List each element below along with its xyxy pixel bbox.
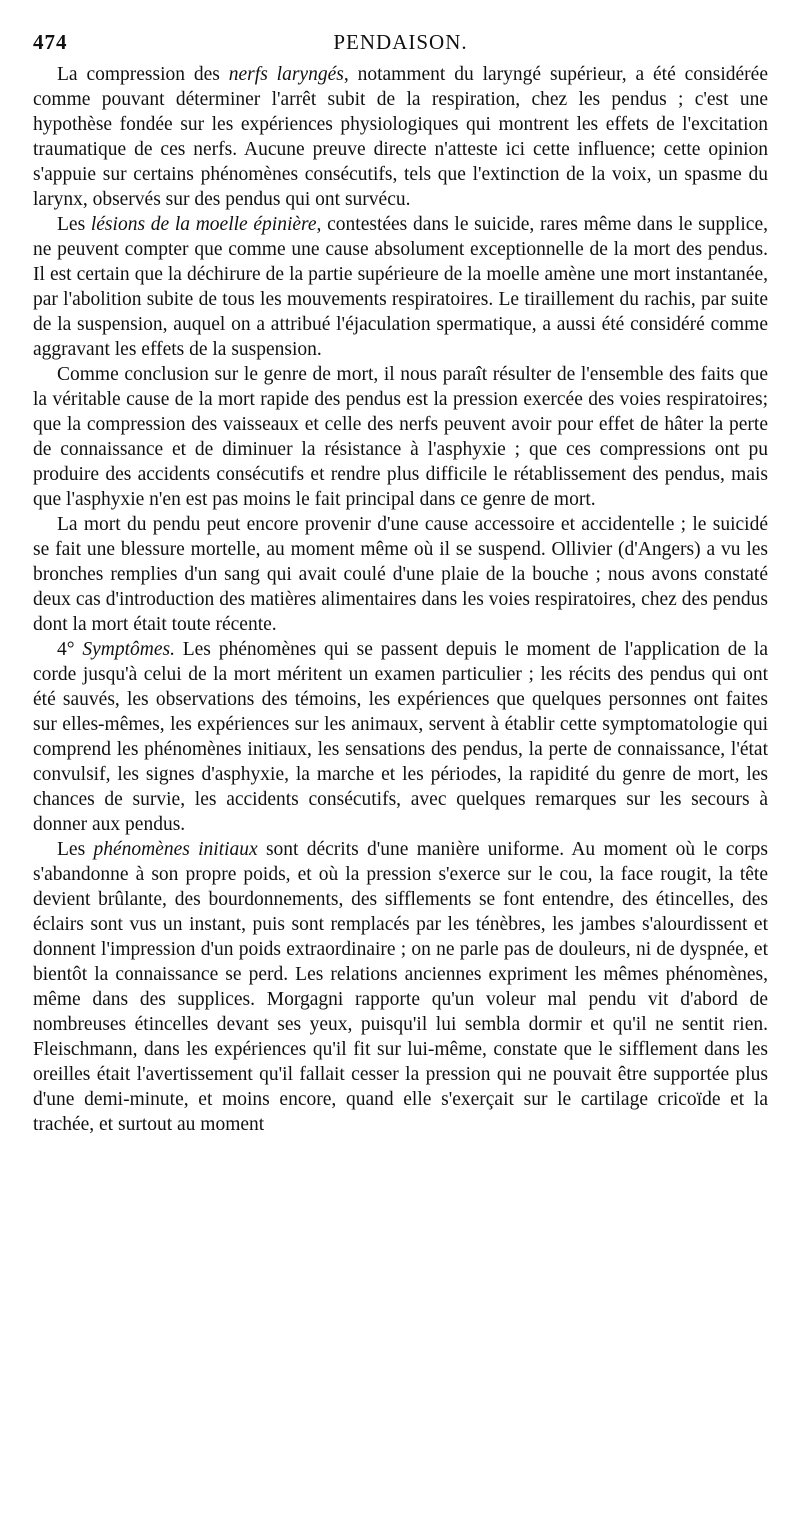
paragraph-cause-accessoire bbox=[33, 512, 768, 637]
running-head bbox=[33, 28, 768, 62]
paragraph-symptômes bbox=[33, 637, 768, 837]
page-number: 474 bbox=[33, 30, 68, 54]
paragraph-phénomènes-initiaux bbox=[33, 837, 768, 1137]
text-run: La mort du pendu peut encore provenir d'une cause accessoire et accidentelle ; le suicidé se fait une blessure mortelle, au moment même où il se suspend. Ollivier (d'Angers) a vu les bronches remplies d'un sang qui avait coulé d'une plaie de la bouche ; nous avons constaté deux cas d'introduction des matières alimentaires dans les voies respiratoires, chez des pendus dont la mort était toute récente. bbox=[33, 514, 768, 635]
paragraph-nerfs-laryngés bbox=[33, 62, 768, 212]
paragraph-conclusion bbox=[33, 362, 768, 512]
italic-term: phénomènes initiaux bbox=[93, 839, 258, 860]
text-run: , contestées dans le suicide, rares même dans le supplice, ne peuvent compter que comme une cause absolument exceptionnelle de la mort des pendus. Il est certain que la déchirure de la partie supérieure de la moelle amène une mort instantanée, par l'abolition subite de tous les mouvements respiratoires. Le tiraillement du rachis, par suite de la suspension, auquel on a attribué l'éjaculation spermatique, a aussi été considéré comme aggravant les effets de la suspension. bbox=[33, 214, 768, 360]
text-run: Les bbox=[57, 839, 94, 860]
italic-term: nerfs laryngés bbox=[228, 64, 344, 85]
italic-term: lésions de la moelle épinière bbox=[90, 214, 317, 235]
text-run: sont décrits d'une manière uniforme. Au moment où le corps s'abandonne à son propre poids, et où la pression s'exerce sur le cou, la face rougit, la tête devient brûlante, des bourdonnements, des sifflements se font entendre, des étincelles, des éclairs sont vus un instant, puis sont remplacés par les ténèbres, les jambes s'alourdissent et donnent l'impression d'un poids extraordinaire ; on ne parle pas de douleurs, ni de dyspnée, et bientôt la connaissance se perd. Les relations anciennes expriment les mêmes phénomènes, même dans des supplices. Morgagni rapporte qu'un voleur mal pendu vit d'abord de nombreuses étincelles devant ses yeux, puisqu'il lui sembla dormir et qu'il ne sentit rien. Fleischmann, dans les expériences qu'il fit sur lui-même, constate que le sifflement dans les oreilles était l'avertissement qu'il fallait cesser la pression qui ne pouvait être supportée plus d'une demi-minute, et moins encore, quand elle s'exerçait sur le cartilage cricoïde et la trachée, et surtout au moment bbox=[33, 839, 768, 1135]
text-run: Les bbox=[57, 214, 91, 235]
body-text bbox=[33, 62, 768, 1137]
text-run: Comme conclusion sur le genre de mort, il nous paraît résulter de l'ensemble des faits que la véritable cause de la mort rapide des pendus est la pression exercée des voies respiratoires; que la compression des vaisseaux et celle des nerfs peuvent avoir pour effet de hâter la perte de connaissance et de diminuer la résistance à l'asphyxie ; que ces compressions ont pu produire des accidents consécutifs et rendre plus difficile le rétablissement des pendus, mais que l'asphyxie n'en est pas moins le fait principal dans ce genre de mort. bbox=[33, 364, 768, 510]
italic-term: Symptômes. bbox=[82, 639, 175, 660]
paragraph-moelle-épinière bbox=[33, 212, 768, 362]
text-run: , notamment du laryngé supérieur, a été considérée comme pouvant déterminer l'arrêt subit de la respiration, chez les pendus ; c'est une hypothèse fondée sur les expériences physiologiques qui montrent les effets de l'excitation traumatique de ces nerfs. Aucune preuve directe n'atteste ici cette influence; cette opinion s'appuie sur certains phénomènes consécutifs, tels que l'extinction de la voix, un spasme du larynx, observés sur des pendus qui ont survécu. bbox=[33, 64, 768, 210]
text-run: Les phénomènes qui se passent depuis le moment de l'application de la corde jusqu'à celui de la mort méritent un examen particulier ; les récits des pendus qui ont été sauvés, les observations des témoins, les expériences que quelques personnes ont faites sur elles-mêmes, les expériences sur les animaux, servent à établir cette symptomatologie qui comprend les phénomènes initiaux, les sensations des pendus, la perte de connaissance, l'état convulsif, les signes d'asphyxie, la marche et les périodes, la rapidité du genre de mort, les chances de survie, les accidents consécutifs, avec quelques remarques sur les secours à donner aux pendus. bbox=[33, 639, 768, 835]
page-title: PENDAISON. bbox=[333, 30, 468, 54]
book-page bbox=[33, 28, 768, 1137]
text-run: 4° bbox=[57, 639, 83, 660]
text-run: La compression des bbox=[57, 64, 229, 85]
